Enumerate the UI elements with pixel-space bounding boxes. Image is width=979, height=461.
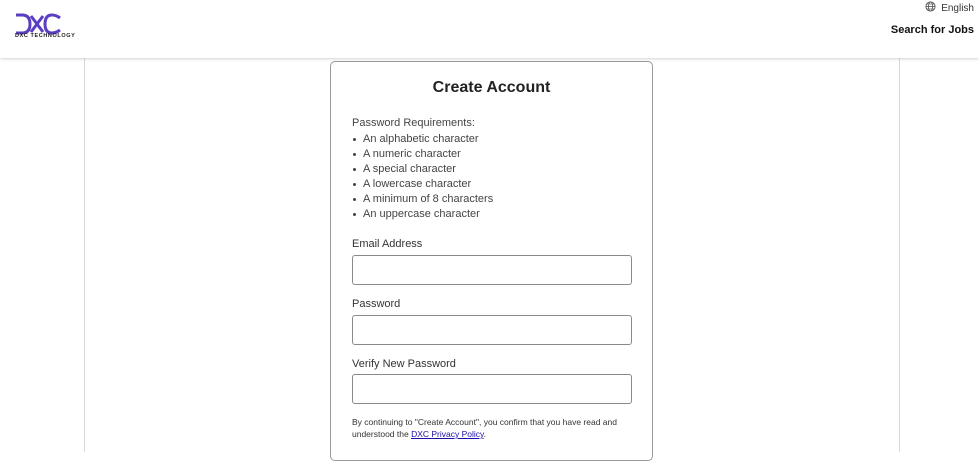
requirement-item: A special character xyxy=(352,162,493,177)
requirement-item: A minimum of 8 characters xyxy=(352,192,493,207)
page-title: Create Account xyxy=(432,79,551,96)
verify-password-field[interactable] xyxy=(352,374,632,404)
search-for-jobs-link[interactable]: Search for Jobs xyxy=(890,24,974,36)
requirement-item: An uppercase character xyxy=(352,207,493,222)
verify-password-label: Verify New Password xyxy=(352,358,456,370)
password-requirements-list xyxy=(352,132,493,222)
requirement-item: An alphabetic character xyxy=(352,132,493,147)
globe-icon xyxy=(925,1,936,15)
legal-text: By continuing to "Create Account", you confirm that you have read and understood the xyxy=(352,417,617,439)
requirement-item: A numeric character xyxy=(352,147,493,162)
requirement-item: A lowercase character xyxy=(352,177,493,192)
password-requirements-heading: Password Requirements: xyxy=(352,117,475,129)
language-selector[interactable] xyxy=(925,1,974,15)
language-label: English xyxy=(941,2,974,14)
create-account-card xyxy=(330,61,653,461)
password-field[interactable] xyxy=(352,315,632,345)
privacy-policy-link[interactable]: DXC Privacy Policy xyxy=(411,429,484,439)
site-header xyxy=(0,0,979,58)
legal-notice xyxy=(352,416,637,440)
email-label: Email Address xyxy=(352,238,423,250)
email-field[interactable] xyxy=(352,255,632,285)
brand-wordmark: DXC TECHNOLOGY xyxy=(15,33,76,39)
password-label: Password xyxy=(352,298,401,310)
legal-suffix: . xyxy=(483,429,487,439)
